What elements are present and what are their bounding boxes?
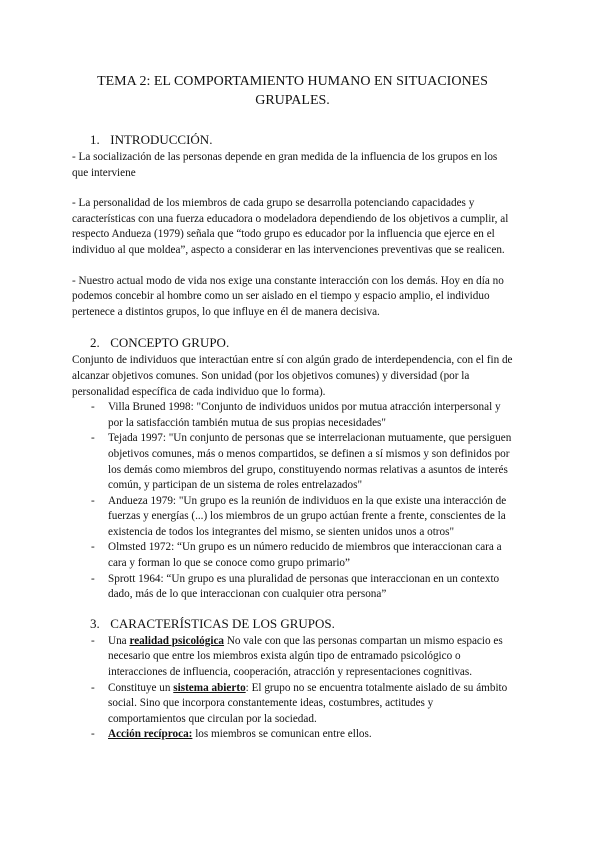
list-item (72, 681, 513, 728)
section-heading-introduccion (90, 132, 513, 148)
list-item-text: Tejada 1997: "Un conjunto de personas que se interrelacionan mutuamente, que persiguen objetivos comunes, más o menos compartidos, se definen a sí mismos y son definidos por los demás como miembros del grupo, constituyendo normas relativas a asuntos de interés común, y participan de un sistema de roles entrelazados" (108, 432, 512, 492)
concept-definition: Conjunto de individuos que interactúan entre sí con algún grado de interdependencia, con el fin de alcanzar objetivos comunes. Son unidad (por los objetivos comunes) y diversidad (por la personalidad específica de cada individuo que lo forma). (72, 354, 513, 398)
document-title: TEMA 2: EL COMPORTAMIENTO HUMANO EN SITUACIONES GRUPALES. (97, 74, 488, 108)
key-term: sistema abierto (173, 681, 246, 694)
section-number: 3. (90, 615, 100, 631)
section-heading-concepto-grupo (90, 335, 513, 351)
list-item (72, 572, 513, 603)
section-number: 2. (90, 335, 100, 351)
bullet-dash: - (91, 634, 95, 647)
list-item (72, 727, 513, 743)
intro-paragraph-1: - La socialización de las personas depende en gran medida de la influencia de los grupos en los que interviene (72, 151, 498, 179)
bullet-dash: - (91, 572, 95, 585)
list-item (72, 400, 513, 431)
section-title: INTRODUCCIÓN. (110, 132, 213, 147)
list-item-text: No vale con que las personas compartan un mismo espacio es necesario que entre los miembros exista algún tipo de entramado psicológico o interacciones de influencia, cooperación, atracción y representaciones cognitivas. (108, 634, 503, 679)
bullet-dash: - (91, 541, 95, 554)
intro-paragraph-2: - La personalidad de los miembros de cada grupo se desarrolla potenciando capacidades y características con una fuerza educadora o modeladora dependiendo de los objetivos a cumplir, al respecto Andueza (1979) señala que “todo grupo es educador por la influencia que ejerce en el individuo al que moldea”, aspecto a considerar en las intervenciones preventivas que se realicen. (72, 197, 509, 256)
list-item-text: Sprott 1964: “Un grupo es una pluralidad de personas que interaccionan en un contexto dado, más de lo que interaccionan con cualquier otra persona” (108, 572, 500, 601)
list-item-pre: Constituye un (108, 681, 174, 694)
section-title: CARACTERÍSTICAS DE LOS GRUPOS. (110, 615, 335, 631)
list-item-text: los miembros se comunican entre ellos. (192, 728, 372, 741)
list-item (72, 494, 513, 541)
section-number: 1. (90, 132, 100, 147)
bullet-dash: - (91, 432, 95, 445)
list-item-text: : El grupo no se encuentra totalmente aislado de su ámbito social. Sino que incorpora constantemente ideas, costumbres, actitudes y comportamientos que circulan por la sociedad. (108, 681, 508, 725)
section-heading-caracteristicas (90, 616, 513, 632)
list-item (72, 540, 513, 571)
intro-paragraph-3: - Nuestro actual modo de vida nos exige una constante interacción con los demás. Hoy en día no podemos concebir al hombre como un ser aislado en el tiempo y espacio amplio, el individuo pertenece a distintos grupos, lo que influye en él de manera decisiva. (72, 274, 504, 318)
list-item-pre: Una (108, 634, 130, 647)
bullet-dash: - (91, 681, 95, 694)
bullet-dash: - (91, 728, 95, 741)
list-item (72, 634, 513, 681)
bullet-dash: - (91, 401, 95, 414)
definitions-list (72, 400, 513, 603)
key-term: Acción recíproca: (108, 728, 193, 741)
key-term: realidad psicológica (129, 634, 225, 647)
list-item-text: Andueza 1979: "Un grupo es la reunión de individuos en la que existe una interacción de fuerzas y energías (...) los miembros de un grupo actúan frente a frente, conscientes de la existencia de todos los integrantes del mismo, se sienten unidos unos a otros" (108, 494, 507, 538)
characteristics-list (72, 634, 513, 743)
bullet-dash: - (91, 494, 95, 507)
list-item-text: Olmsted 1972: “Un grupo es un número reducido de miembros que interaccionan cara a cara y forman lo que se conoce como grupo primario” (108, 541, 502, 570)
list-item-text: Villa Bruned 1998: "Conjunto de individuos unidos por mutua atracción interpersonal y por la satisfacción también mutua de sus propias necesidades" (108, 401, 501, 429)
section-title: CONCEPTO GRUPO. (110, 335, 230, 351)
list-item (72, 431, 513, 493)
